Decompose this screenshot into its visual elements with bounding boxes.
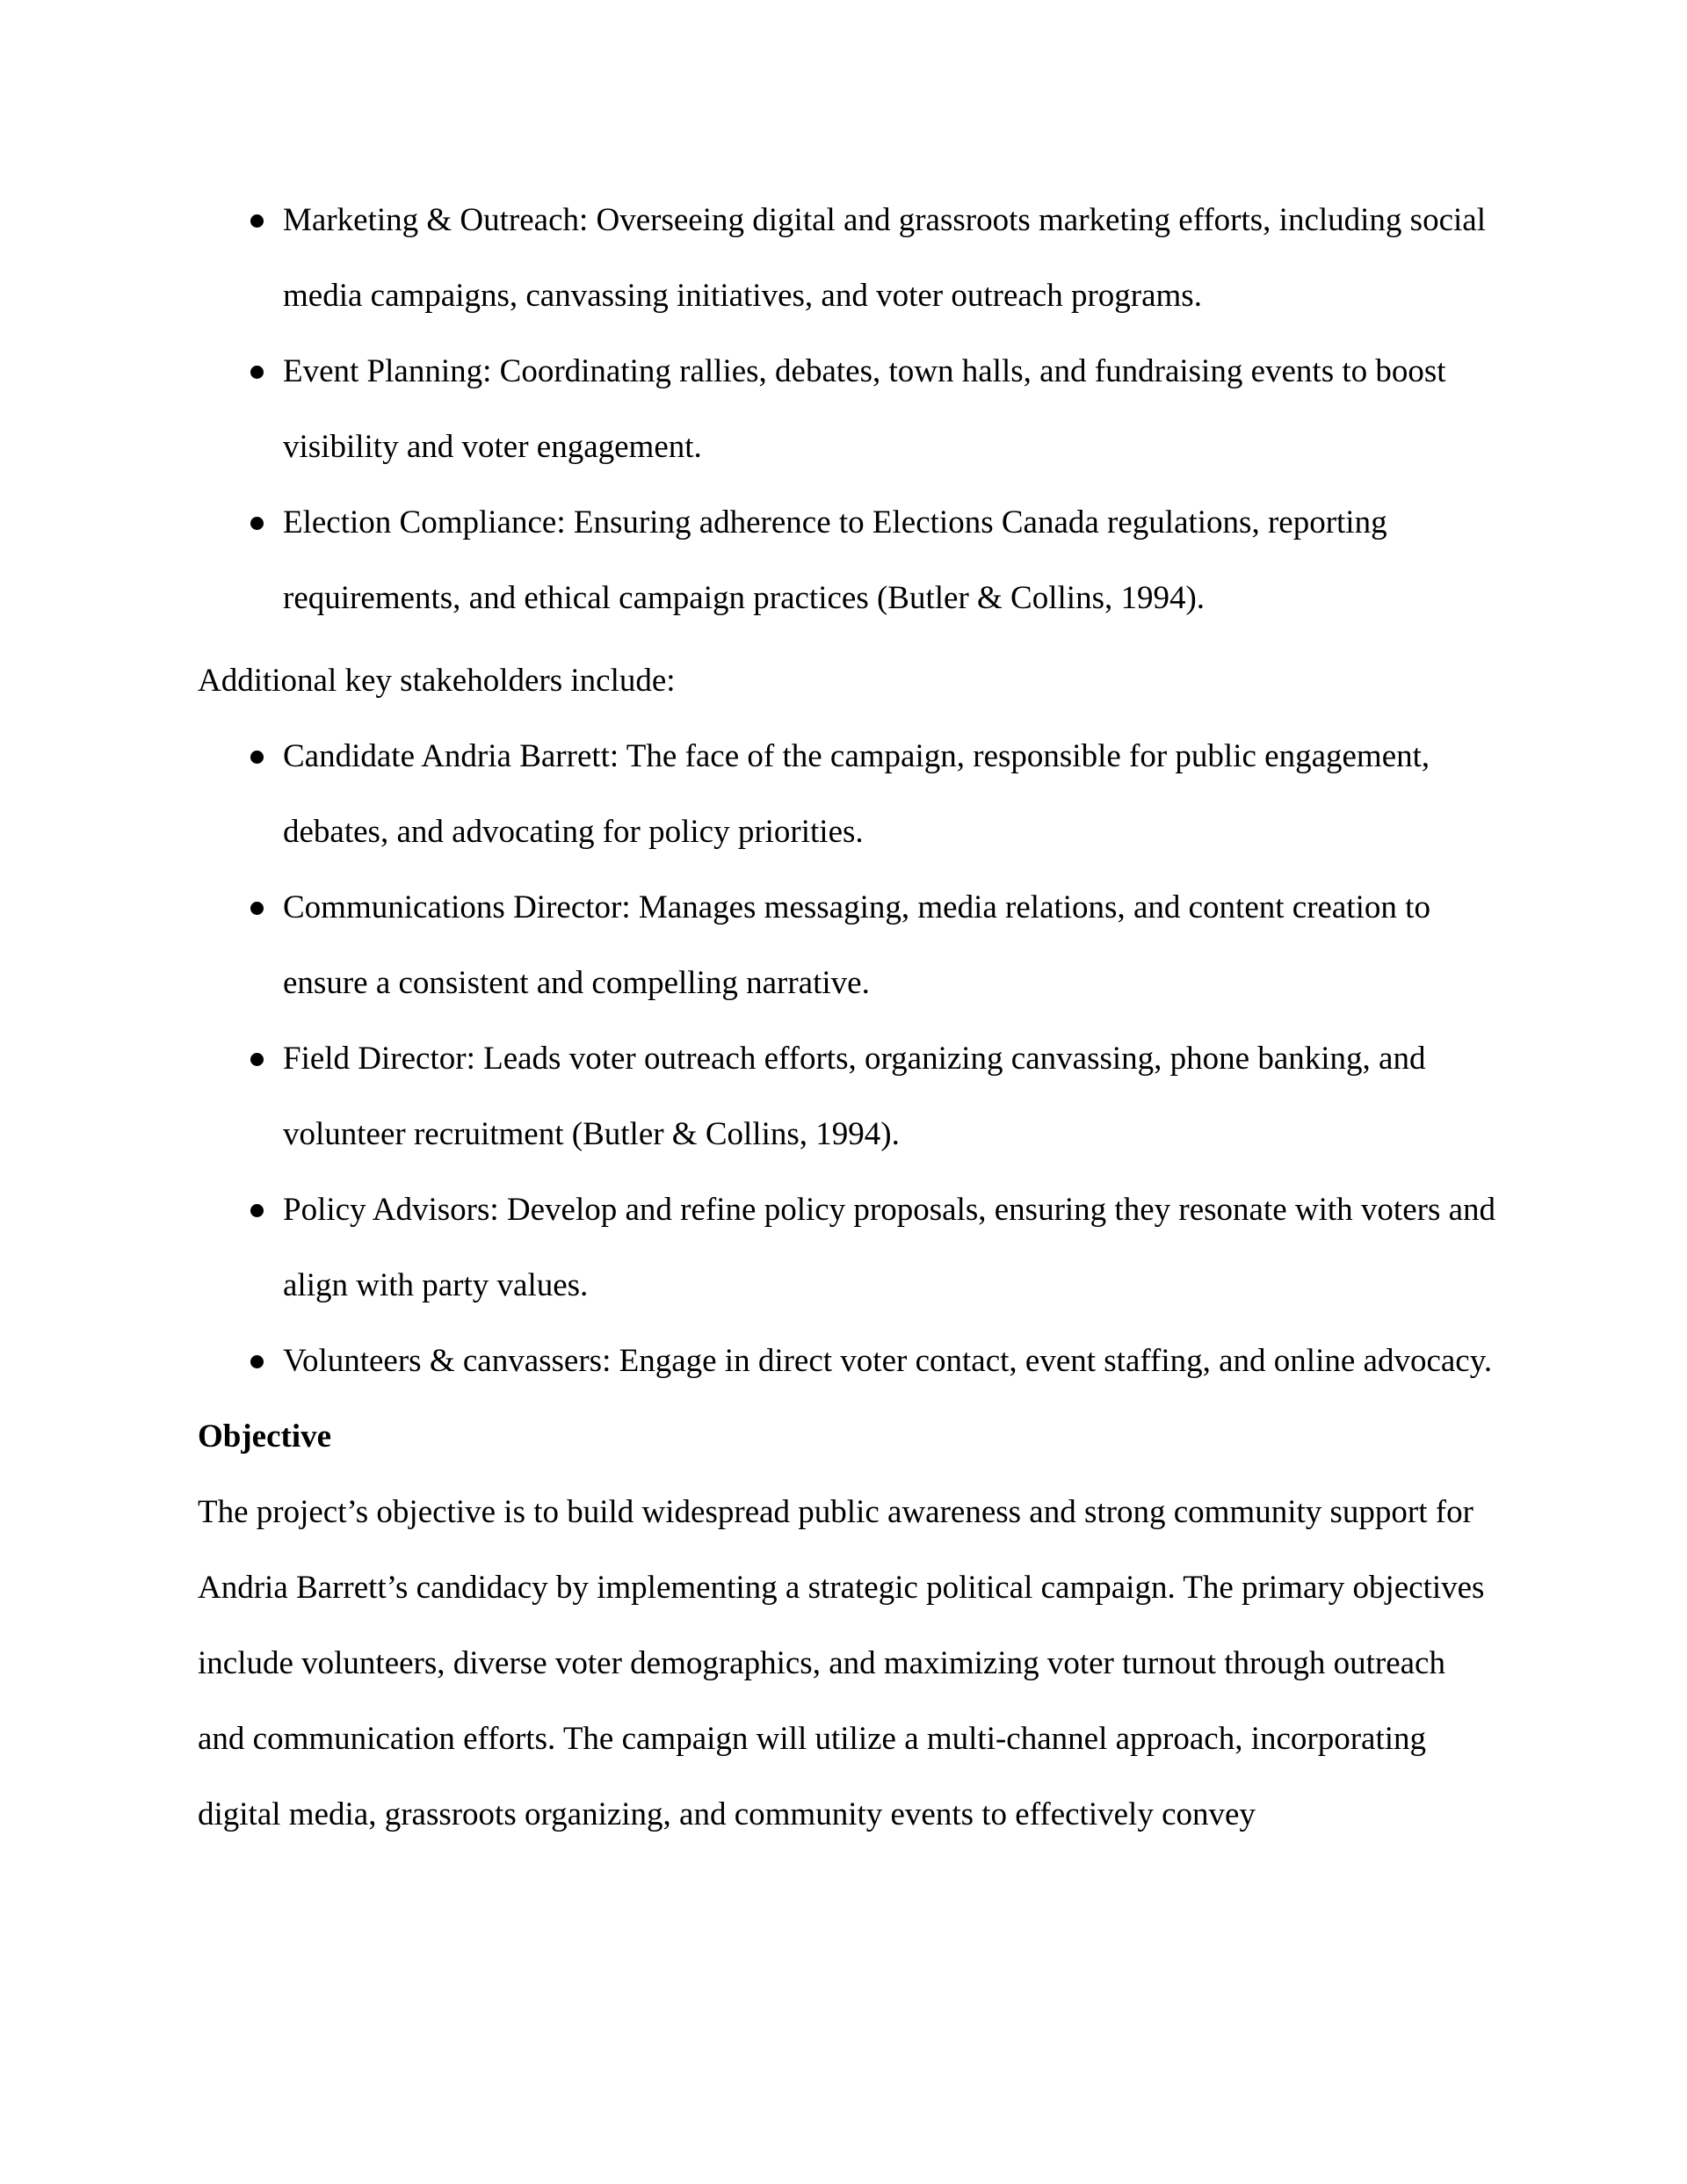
list-item — [198, 1324, 1498, 1399]
bullet-icon — [250, 751, 264, 764]
bullet-icon — [250, 366, 264, 379]
list-item-text: Field Director: Leads voter outreach efforts, organizing canvassing, phone banking, and volunteer recruitment (Butler & Collins, 1994). — [283, 1041, 1426, 1152]
responsibilities-list — [198, 183, 1498, 636]
stakeholders-intro: Additional key stakeholders include: — [198, 663, 676, 699]
list-item — [198, 1172, 1498, 1324]
list-item — [198, 485, 1498, 636]
list-item-text: Event Planning: Coordinating rallies, debates, town halls, and fundraising events to boost visibility and voter engagement. — [283, 353, 1446, 465]
list-item-text: Volunteers & canvassers: Engage in direct voter contact, event staffing, and online advocacy. — [283, 1343, 1493, 1379]
objective-heading: Objective — [198, 1419, 332, 1455]
bullet-icon — [250, 1204, 264, 1217]
bullet-icon — [250, 1053, 264, 1066]
list-item — [198, 1021, 1498, 1172]
bullet-icon — [250, 1355, 264, 1368]
list-item-text: Candidate Andria Barrett: The face of the campaign, responsible for public engagement, debates, and advocating for policy priorities. — [283, 738, 1430, 850]
list-item-text: Communications Director: Manages messaging, media relations, and content creation to ensure a consistent and compelling narrative. — [283, 889, 1430, 1001]
objective-paragraph: The project’s objective is to build widespread public awareness and strong community support for Andria Barrett’s candidacy by implementing a strategic political campaign. The primary objectives include volunteers, diverse voter demographics, and maximizing voter turnout through outreach and communication efforts. The campaign will utilize a multi-channel approach, incorporating digital media, grassroots organizing, and community events to effectively convey — [198, 1494, 1485, 1832]
list-item-text: Election Compliance: Ensuring adherence to Elections Canada regulations, reporting requirements, and ethical campaign practices (Butler & Collins, 1994). — [283, 504, 1387, 616]
bullet-icon — [250, 517, 264, 530]
list-item — [198, 870, 1498, 1021]
list-item-text: Policy Advisors: Develop and refine policy proposals, ensuring they resonate with voters and align with party values. — [283, 1192, 1496, 1303]
stakeholders-list — [198, 719, 1498, 1399]
document-body — [198, 183, 1498, 1853]
list-item — [198, 183, 1498, 334]
bullet-icon — [250, 214, 264, 228]
list-item-text: Marketing & Outreach: Overseeing digital and grassroots marketing efforts, including social media campaigns, canvassing initiatives, and voter outreach programs. — [283, 202, 1486, 314]
list-item — [198, 719, 1498, 870]
bullet-icon — [250, 902, 264, 915]
list-item — [198, 334, 1498, 485]
